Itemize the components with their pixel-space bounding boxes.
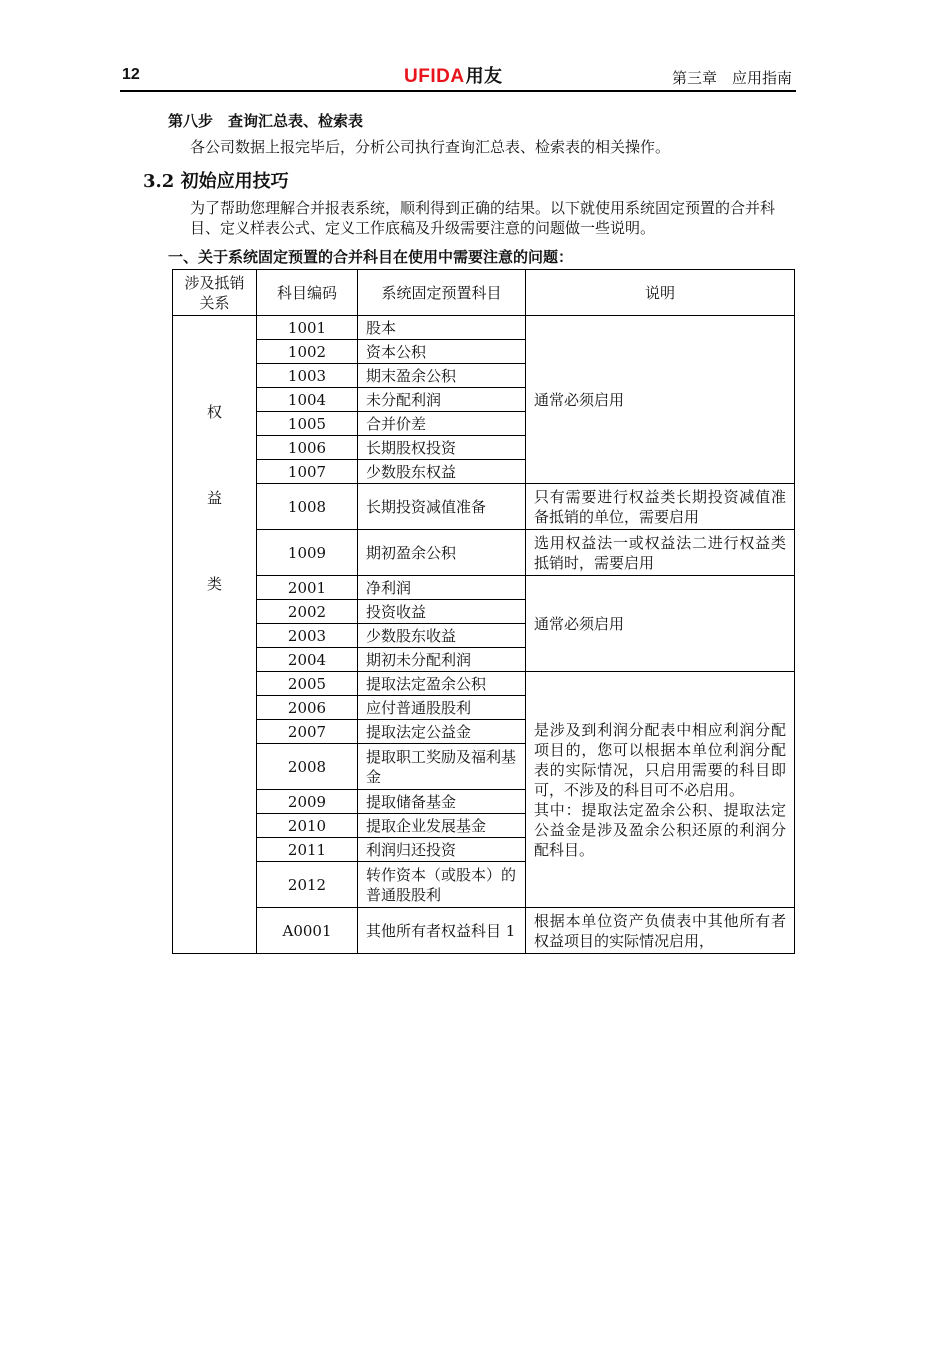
code-cell: 1006: [257, 436, 358, 460]
code-cell: 2006: [257, 696, 358, 720]
code-cell: 2003: [257, 624, 358, 648]
table-row: [173, 908, 795, 954]
header-description: 说明: [526, 270, 795, 316]
table-row: [173, 484, 795, 530]
account-cell: 期初未分配利润: [358, 648, 526, 672]
description-text: 是涉及到利润分配表中相应利润分配项目的，您可以根据本单位利润分配表的实际情况，只启用需要的科目即可，不涉及的科目可不必启用。: [534, 720, 786, 799]
account-cell: 提取法定盈余公积: [358, 672, 526, 696]
description-cell: 通常必须启用: [526, 316, 795, 484]
table-subtitle: 一、关于系统固定预置的合并科目在使用中需要注意的问题：: [168, 248, 574, 266]
code-cell: 1002: [257, 340, 358, 364]
code-cell: 2011: [257, 838, 358, 862]
account-cell: 转作资本（或股本）的普通股股利: [358, 862, 526, 908]
step-title: 第八步 查询汇总表、检索表: [168, 112, 364, 130]
code-cell: 2010: [257, 814, 358, 838]
code-cell: 2012: [257, 862, 358, 908]
table-row: [173, 576, 795, 600]
header-offset-relation: 涉及抵销关系: [173, 270, 257, 316]
logo-text: UFIDA: [404, 66, 465, 87]
account-cell: 少数股东权益: [358, 460, 526, 484]
description-note: 其中：提取法定盈余公积、提取法定公益金是涉及盈余公积还原的利润分配科目。: [534, 800, 786, 859]
header-account-code: 科目编码: [257, 270, 358, 316]
category-char: 类: [206, 575, 222, 593]
account-cell: 合并价差: [358, 412, 526, 436]
account-cell: 股本: [358, 316, 526, 340]
account-cell: 提取储备基金: [358, 790, 526, 814]
account-cell: 少数股东收益: [358, 624, 526, 648]
code-cell: 2001: [257, 576, 358, 600]
preset-accounts-table: [172, 269, 795, 954]
section-title: 3.2 初始应用技巧: [143, 171, 289, 192]
logo-cn-text: 用友: [465, 66, 503, 86]
code-cell: 1005: [257, 412, 358, 436]
description-cell: [526, 672, 795, 908]
page-header: [120, 62, 796, 92]
code-cell: 1001: [257, 316, 358, 340]
account-cell: 资本公积: [358, 340, 526, 364]
chapter-title: 第三章 应用指南: [671, 69, 792, 87]
code-cell: A0001: [257, 908, 358, 954]
account-cell: 长期投资减值准备: [358, 484, 526, 530]
table-row: [173, 316, 795, 340]
account-cell: 未分配利润: [358, 388, 526, 412]
code-cell: 1008: [257, 484, 358, 530]
code-cell: 1009: [257, 530, 358, 576]
step-description: 各公司数据上报完毕后，分析公司执行查询汇总表、检索表的相关操作。: [190, 138, 671, 156]
account-cell: 利润归还投资: [358, 838, 526, 862]
code-cell: 2008: [257, 744, 358, 790]
table-row: [173, 672, 795, 696]
description-cell: 根据本单位资产负债表中其他所有者权益项目的实际情况启用，: [526, 908, 795, 954]
account-cell: 期初盈余公积: [358, 530, 526, 576]
account-cell: 其他所有者权益科目 1: [358, 908, 526, 954]
description-cell: 通常必须启用: [526, 576, 795, 672]
description-cell: 选用权益法一或权益法二进行权益类抵销时，需要启用: [526, 530, 795, 576]
section-intro: 为了帮助您理解合并报表系统，顺利得到正确的结果。以下就使用系统固定预置的合并科目、定义样表公式、定义工作底稿及升级需要注意的问题做一些说明。: [190, 199, 776, 237]
code-cell: 2009: [257, 790, 358, 814]
account-cell: 提取企业发展基金: [358, 814, 526, 838]
code-cell: 2004: [257, 648, 358, 672]
code-cell: 1004: [257, 388, 358, 412]
header-preset-account: 系统固定预置科目: [358, 270, 526, 316]
category-char: 益: [206, 489, 222, 507]
code-cell: 2005: [257, 672, 358, 696]
account-cell: 提取职工奖励及福利基金: [358, 744, 526, 790]
code-cell: 2007: [257, 720, 358, 744]
table-header-row: [173, 270, 795, 316]
category-cell: [173, 316, 257, 954]
category-char: 权: [206, 403, 222, 421]
account-cell: 长期股权投资: [358, 436, 526, 460]
page-number: 12: [122, 66, 140, 83]
description-cell: 只有需要进行权益类长期投资减值准备抵销的单位，需要启用: [526, 484, 795, 530]
account-cell: 提取法定公益金: [358, 720, 526, 744]
account-cell: 净利润: [358, 576, 526, 600]
table-row: [173, 530, 795, 576]
account-cell: 应付普通股股利: [358, 696, 526, 720]
account-cell: 投资收益: [358, 600, 526, 624]
code-cell: 1003: [257, 364, 358, 388]
account-cell: 期末盈余公积: [358, 364, 526, 388]
ufida-logo: [404, 62, 503, 88]
code-cell: 2002: [257, 600, 358, 624]
code-cell: 1007: [257, 460, 358, 484]
